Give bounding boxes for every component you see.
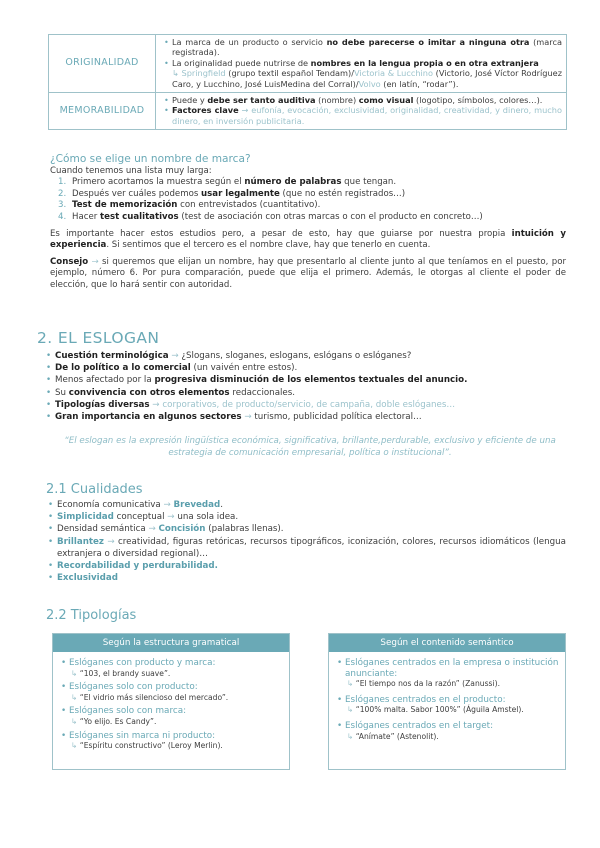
list-item: • Cuestión terminológica → ¿Slogans, sloganes, eslogans, eslógans o eslóganes? — [46, 350, 566, 362]
list-item: • Tipologías diversas → corporativos, de producto/servicio, de campaña, doble eslóganes… — [46, 399, 566, 411]
grammatical-structure-box — [52, 633, 290, 770]
list-item: • Eslóganes solo con producto: ↳ “El vidrio más silencioso del mercado”. — [61, 682, 283, 703]
list-item: • La originalidad puede nutrirse de nombres en la lengua propia o en otra extranjera ↳ Springfield (grupo textil español Tendam)/Victoria & Lucchino (Victorio, José Víctor Rodríguez Caro, y Lucchino, José LuisMedina del Corral)/Volvo (en latín, “rodar”). — [164, 58, 562, 89]
intro-text: Cuando tenemos una lista muy larga: — [50, 165, 212, 176]
section-heading: 2. EL ESLOGAN — [37, 329, 160, 347]
subsection-heading: 2.2 Tipologías — [46, 608, 137, 623]
list-item: • Economía comunicativa → Brevedad. — [48, 499, 566, 511]
table-row — [49, 35, 567, 93]
row-label-memorabilidad: MEMORABILIDAD — [49, 93, 156, 130]
list-item: • Exclusividad — [48, 572, 566, 584]
list-item: • Eslóganes centrados en la empresa o institución anunciante: ↳ “El tiempo nos da la razón” (Zanussi). — [337, 658, 559, 690]
list-item: • Brillantez → creatividad, figuras retóricas, recursos tipográficos, iconización, colores, recursos idiomáticos (lengua extranjera o diversidad regional)… — [48, 536, 566, 560]
steps-list — [50, 177, 566, 223]
list-item: • Factores clave → eufonía, evocación, exclusividad, originalidad, creatividad, y dinero, mucho dinero, en inversión publicitaria. — [164, 105, 562, 126]
subsection-heading: 2.1 Cualidades — [46, 482, 143, 497]
attributes-table — [48, 34, 567, 130]
list-item: • Eslóganes sin marca ni producto: ↳ “Espíritu constructivo” (Leroy Merlin). — [61, 731, 283, 752]
list-item: • Gran importancia en algunos sectores → turismo, publicidad política electoral… — [46, 411, 566, 423]
advice-paragraph: Consejo → si queremos que elijan un nombre, hay que presentarlo al cliente junto al que teníamos en el puesto, por ejemplo, número 6. Por pura comparación, puede que elija el primero. Además, le otorgas al cliente el poder de elección, que lo hará sentir con autoridad. — [50, 256, 566, 290]
row-content — [156, 93, 567, 130]
qualities-list — [48, 499, 566, 584]
arrow-icon: ↳ — [347, 679, 354, 689]
box-header: Según el contenido semántico — [329, 634, 565, 652]
list-item: • Eslóganes centrados en el target: ↳ “Anímate” (Astenolit). — [337, 721, 559, 742]
paragraph: Es importante hacer estos estudios pero, a pesar de esto, hay que guiarse por nuestra propia intuición y experiencia. Si sentimos que el tercero es el nombre clave, hay que tenerlo en cuenta. — [50, 228, 566, 251]
arrow-icon: ↳ — [71, 716, 78, 726]
list-item: • De lo político a lo comercial (un vaivén entre estos). — [46, 362, 566, 374]
box-header: Según la estructura gramatical — [53, 634, 289, 652]
list-item: • Su convivencia con otros elementos redaccionales. — [46, 387, 566, 399]
name-choice-section — [50, 154, 566, 292]
row-label-originalidad: ORIGINALIDAD — [49, 35, 156, 93]
list-item: 4. Hacer test cualitativos (test de asociación con otras marcas o con el producto en concreto…) — [58, 211, 483, 222]
list-item: • Eslóganes solo con marca: ↳ “Yo elijo. Es Candy”. — [61, 706, 283, 727]
list-item: • Menos afectado por la progresiva disminución de los elementos textuales del anuncio. — [46, 374, 566, 386]
list-item: • Recordabilidad y perdurabilidad. — [48, 560, 566, 572]
arrow-icon: ↳ — [347, 731, 354, 741]
semantic-content-box — [328, 633, 566, 770]
list-item: • Eslóganes con producto y marca: ↳ “103, el brandy suave”. — [61, 658, 283, 679]
arrow-icon: ↳ — [347, 705, 354, 715]
list-item: • Densidad semántica → Concisión (palabras llenas). — [48, 523, 566, 535]
list-item: • La marca de un producto o servicio no debe parecerse o imitar a ninguna otra (marca registrada). — [164, 37, 562, 58]
arrow-icon: ↳ — [71, 692, 78, 702]
list-item: • Puede y debe ser tanto auditiva (nombre) como visual (logotipo, símbolos, colores…). — [164, 95, 562, 105]
row-content — [156, 35, 567, 93]
list-item: • Simplicidad conceptual → una sola idea. — [48, 511, 566, 523]
arrow-icon: ↳ — [71, 668, 78, 678]
list-item: • Eslóganes centrados en el producto: ↳ “100% malta. Sabor 100%” (Águila Amstel). — [337, 695, 559, 716]
section-question-title: ¿Cómo se elige un nombre de marca? — [50, 153, 251, 165]
list-item: 1. Primero acortamos la muestra según el número de palabras que tengan. — [58, 177, 397, 188]
slogan-definition-quote: “El eslogan es la expresión lingüística económica, significativa, brillante,perdurable, exclusivo y eficiente de una estrategia de comunicación empresarial, política o institucional”. — [64, 436, 556, 459]
table-row — [49, 93, 567, 130]
list-item: 3. Test de memorización con entrevistados (cuantitativo). — [58, 200, 321, 211]
arrow-icon: ↳ — [71, 741, 78, 751]
arrow-icon: ↳ — [172, 68, 179, 79]
slogan-bullets — [46, 350, 566, 423]
list-item: 2. Después ver cuáles podemos usar legalmente (que no estén registrados…) — [58, 188, 406, 199]
examples-line: ↳ Springfield (grupo textil español Tendam)/Victoria & Lucchino (Victorio, José Víctor Rodríguez Caro, y Lucchino, José LuisMedina del Corral)/Volvo (en latín, “rodar”). — [172, 68, 563, 89]
